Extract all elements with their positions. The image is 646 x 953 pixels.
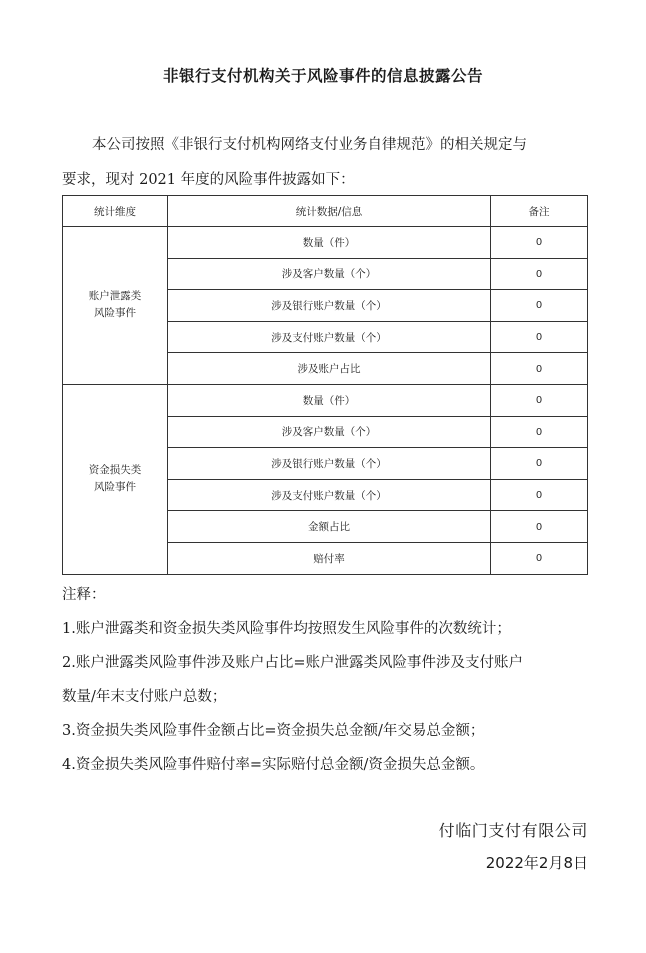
- row-label: 涉及银行账户数量（个）: [168, 448, 491, 480]
- row-label: 赔付率: [168, 542, 491, 574]
- signature-date: 2022年2月8日: [485, 854, 588, 872]
- table-header-row: [63, 196, 588, 227]
- row-value: 0: [491, 511, 588, 543]
- announcement-title: 非银行支付机构关于风险事件的信息披露公告: [162, 67, 483, 85]
- row-label: 数量（件）: [168, 227, 491, 259]
- row-value: 0: [491, 448, 588, 480]
- group-label-line: 风险事件: [94, 307, 136, 320]
- row-label: 涉及账户占比: [168, 353, 491, 385]
- note-item: 数量/年末支付账户总数；: [62, 689, 227, 705]
- group-label-account-leak: [63, 227, 168, 385]
- group-label-line: 账户泄露类: [88, 290, 142, 303]
- row-label: 涉及支付账户数量（个）: [168, 321, 491, 353]
- row-value: 0: [491, 542, 588, 574]
- intro-line-1: 本公司按照《非银行支付机构网络支付业务自律规范》的相关规定与: [92, 137, 527, 153]
- row-value: 0: [491, 227, 588, 259]
- row-label: 数量（件）: [168, 384, 491, 416]
- note-item: 1.账户泄露类和资金损失类风险事件均按照发生风险事件的次数统计；: [62, 621, 511, 637]
- row-value: 0: [491, 258, 588, 290]
- row-label: 涉及客户数量（个）: [168, 258, 491, 290]
- group-label-fund-loss: [63, 384, 168, 574]
- row-value: 0: [491, 384, 588, 416]
- row-label: 涉及客户数量（个）: [168, 416, 491, 448]
- row-label: 涉及银行账户数量（个）: [168, 290, 491, 322]
- header-dimension: 统计维度: [63, 196, 168, 227]
- signature-company: 付临门支付有限公司: [438, 821, 588, 840]
- row-value: 0: [491, 353, 588, 385]
- row-label: 金额占比: [168, 511, 491, 543]
- table-row: [63, 227, 588, 259]
- intro-line-2: 要求，现对 2021 年度的风险事件披露如下：: [62, 172, 355, 188]
- risk-event-table: [62, 195, 588, 575]
- note-item: 4.资金损失类风险事件赔付率=实际赔付总金额/资金损失总金额。: [62, 757, 485, 773]
- row-value: 0: [491, 321, 588, 353]
- intro-paragraph: [62, 128, 590, 198]
- header-data: 统计数据/信息: [168, 196, 491, 227]
- row-value: 0: [491, 290, 588, 322]
- notes-heading: 注释：: [62, 587, 106, 603]
- row-value: 0: [491, 479, 588, 511]
- table-row: [63, 384, 588, 416]
- group-label-line: 风险事件: [94, 481, 136, 494]
- notes-section: [62, 578, 602, 782]
- note-item: 3.资金损失类风险事件金额占比=资金损失总金额/年交易总金额；: [62, 723, 485, 739]
- header-remarks: 备注: [491, 196, 588, 227]
- row-label: 涉及支付账户数量（个）: [168, 479, 491, 511]
- row-value: 0: [491, 416, 588, 448]
- note-item: 2.账户泄露类风险事件涉及账户占比=账户泄露类风险事件涉及支付账户: [62, 655, 523, 671]
- group-label-line: 资金损失类: [88, 464, 142, 477]
